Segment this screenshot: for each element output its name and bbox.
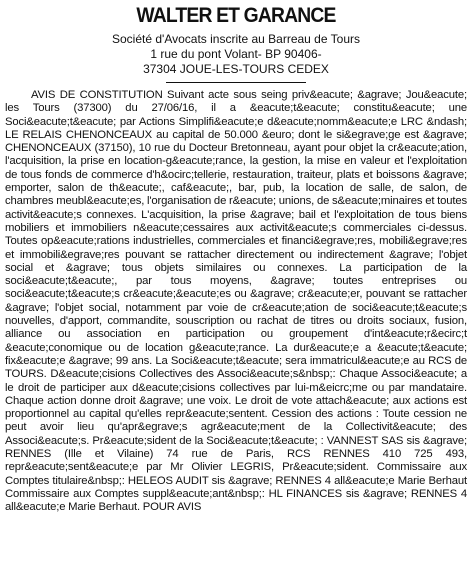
firm-description: Société d'Avocats inscrite au Barreau de Tours	[112, 32, 360, 46]
firm-street-address: 1 rue du pont Volant- BP 90406-	[150, 47, 322, 61]
firm-postal-city: 37304 JOUE-LES-TOURS CEDEX	[143, 62, 329, 76]
firm-address-block	[5, 32, 467, 77]
legal-notice	[5, 4, 467, 515]
header-divider	[166, 82, 306, 83]
notice-body: AVIS DE CONSTITUTION Suivant acte sous seing priv&eacute; &agrave; Jou&eacute; les Tours (37300) du 27/06/16, il a &eacute;t&eacute; constitu&eacute; une Soci&eacute;t&eacute; par Actions Simplifi&eacute;e d&eacute;nomm&eacute;e LRC &ndash; LE RELAIS CHENONCEAUX au capital de 50.000 &euro; dont le si&egrave;ge est &agrave; CHENONCEAUX (37150), 10 rue du Docteur Bretonneau, ayant pour objet la cr&eacute;ation, l'acquisition, la prise en location-g&eacute;rance, la gestion, la mise en valeur et l'exploitation de tous fonds de commerce d'h&ocirc;tellerie, restauration, traiteur, plats et boissons &agrave; emporter, salon de th&eacute;, caf&eacute;, bar, pub, la location de salle, de salon, de chambres meubl&eacute;es, l'organisation de r&eacute; unions, de s&eacute;minaires et toutes activit&eacute;s connexes. L'acquisition, la prise &agrave; bail et l'exploitation de tous biens mobiliers et immobiliers n&eacute;cessaires aux activit&eacute;s commerciales ci-dessus. Toutes op&eacute;rations industrielles, commerciales et financi&egrave;res, mobili&egrave;res et immobili&egrave;res pouvant se rattacher directement ou indirectement &agrave; l'objet social et &agrave; tous objets similaires ou connexes. La participation de la soci&eacute;t&eacute;, par tous moyens, &agrave; toutes entreprises ou soci&eacute;t&eacute;s cr&eacute;&eacute;es ou &agrave; cr&eacute;er, pouvant se rattacher &agrave; l'objet social, notamment par voie de cr&eacute;ation de soci&eacute;t&eacute;s nouvelles, d'apport, commandite, souscription ou rachat de titres ou droits sociaux, fusion, alliance ou association en participation ou groupement d'int&eacute;r&ecirc;t &eacute;conomique ou de location g&eacute;rance. La dur&eacute;e a &eacute;t&eacute; fix&eacute;e &agrave; 99 ans. La Soci&eacute;t&eacute; sera immatricul&eacute;e au RCS de TOURS. D&eacute;cisions Collectives des Associ&eacute;s&nbsp;: Chaque Associ&eacute; a le droit de participer aux d&eacute;cisions collectives par lui-m&eicrc;me ou par mandataire. Chaque action donne droit &agrave; une voix. Le droit de vote attach&eacute; aux actions est proportionnel au capital qu'elles repr&eacute;sentent. Cession des actions : Toute cession ne peut avoir lieu qu'apr&egrave;s agr&eacute;ment de la Collectivit&eacute; des Associ&eacute;s. Pr&eacute;sident de la Soci&eacute;t&eacute; : VANNEST SAS sis &agrave; RENNES (Ille et Vilaine) 74 rue de Paris, RCS RENNES 410 725 493, repr&eacute;sent&eacute;e par Mr Olivier LEGRIS, Pr&eacute;sident. Commissaire aux Comptes titulaire&nbsp;: HELEOS AUDIT sis &agrave; RENNES 4 all&eacute;e Marie Berhaut Commissaire aux Comptes suppl&eacute;ant&nbsp;: HL FINANCES sis &agrave; RENNES 4 all&eacute;e Marie Berhaut. POUR AVIS	[5, 89, 467, 514]
firm-name: WALTER ET GARANCE	[136, 4, 336, 27]
